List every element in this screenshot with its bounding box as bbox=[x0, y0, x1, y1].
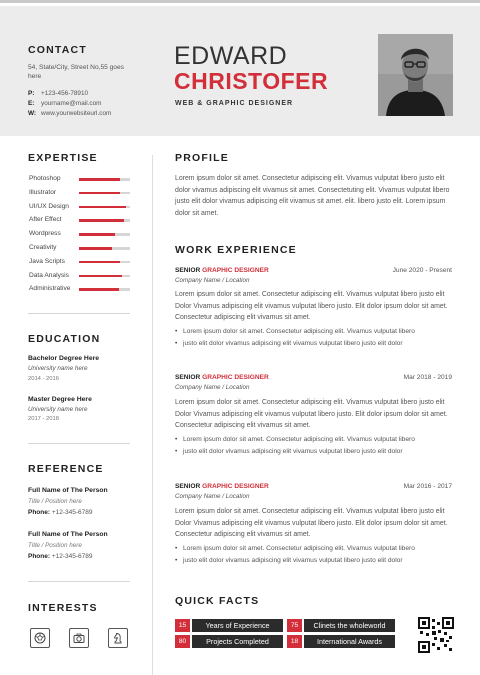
job-bullet: • Lorem ipsum dolor sit amet. Consectetur adipiscing elit. Vivamus vulputat libero bbox=[175, 436, 415, 443]
contact-address: 54, State/City, Street No,55 goes here bbox=[28, 64, 124, 80]
reference-phone bbox=[28, 509, 93, 516]
phone-label: P: bbox=[28, 90, 35, 97]
reference-name: Full Name of The Person bbox=[28, 487, 108, 494]
skill-label: After Effect bbox=[29, 216, 62, 224]
quick-fact bbox=[175, 619, 283, 632]
job-title bbox=[175, 483, 269, 490]
job-role: GRAPHIC DESIGNER bbox=[202, 483, 269, 490]
contact-web-row bbox=[28, 110, 111, 117]
skill-bar bbox=[79, 261, 130, 264]
skill-label: Data Analysis bbox=[29, 271, 69, 279]
quick-facts-heading: QUICK FACTS bbox=[175, 595, 260, 607]
skill-bar-fill bbox=[79, 288, 119, 291]
quick-fact-number: 80 bbox=[175, 635, 190, 648]
reference-name: Full Name of The Person bbox=[28, 531, 108, 538]
quick-fact-label: Years of Experience bbox=[192, 619, 283, 632]
contact-web: www.yourwebsiteurl.com bbox=[41, 110, 112, 117]
education-years: 2017 - 2018 bbox=[28, 416, 59, 422]
first-name: EDWARD bbox=[174, 42, 288, 70]
quick-fact-label: Clinets the wholeworld bbox=[304, 619, 395, 632]
work-heading: WORK EXPERIENCE bbox=[175, 244, 297, 256]
job-level: SENIOR bbox=[175, 483, 201, 490]
job-description: Lorem ipsum dolor sit amet. Consectetur adipiscing elit. Vivamus vulputat libero justo elit Dolor Vivamus adipiscing elit vivamus vulputat libero justo. Elit dolor ipsum dolor sit amet. Consectetur adipiscing elit vivamus sit amet. bbox=[175, 291, 448, 322]
skill-bar bbox=[79, 192, 130, 195]
skill-bar bbox=[79, 233, 130, 236]
skill-bar-fill bbox=[79, 275, 122, 278]
skill-label: Creativity bbox=[29, 244, 57, 251]
quick-fact bbox=[175, 635, 283, 648]
column-divider bbox=[152, 155, 153, 675]
job-company: Company Name / Location bbox=[175, 493, 250, 500]
profile-text: Lorem ipsum dolor sit amet. Consectetur adipiscing elit. Vivamus vulputat libero justo elit dolor vivamus adipiscing elit vivamus sit amet. Consectetuting elit. Vivamus vulputat libero justo elit dolor vivamus adipiscing elit vivamus sit amet. elit. libero justo elit. Lorem ipsum dolor sit amet. bbox=[175, 175, 450, 218]
job-bullet: • justo elit dolor vivamus adipiscing elit vivamus vulputat libero justo elit dolor bbox=[175, 448, 403, 455]
quick-fact-label: Projects Completed bbox=[192, 635, 283, 648]
quick-fact-number: 75 bbox=[287, 619, 302, 632]
quick-fact-number: 18 bbox=[287, 635, 302, 648]
skill-label: Photoshop bbox=[29, 175, 61, 182]
divider bbox=[28, 581, 130, 582]
contact-phone-row bbox=[28, 90, 88, 97]
expertise-heading: EXPERTISE bbox=[28, 152, 98, 164]
skill-bar bbox=[79, 206, 130, 209]
skill-label: Illustrator bbox=[29, 188, 57, 196]
skill-bar-fill bbox=[79, 178, 120, 181]
divider bbox=[28, 313, 130, 314]
job-level: SENIOR bbox=[175, 374, 201, 381]
email-label: E: bbox=[28, 100, 35, 107]
web-label: W: bbox=[28, 110, 37, 117]
reference-phone-number: +12-345-6789 bbox=[51, 509, 93, 516]
last-name: CHRISTOFER bbox=[174, 68, 329, 94]
reference-position: Title / Position here bbox=[28, 498, 82, 505]
skill-label: Administrative bbox=[29, 285, 71, 293]
interests-heading: INTERESTS bbox=[28, 602, 98, 614]
divider bbox=[28, 443, 130, 444]
skill-label: UI/UX Design bbox=[29, 202, 69, 210]
job-role: GRAPHIC DESIGNER bbox=[202, 267, 269, 274]
skill-bar bbox=[79, 178, 130, 181]
skill-bar-fill bbox=[79, 206, 126, 209]
reference-phone bbox=[28, 553, 93, 560]
portrait-image bbox=[378, 34, 453, 116]
job-company: Company Name / Location bbox=[175, 277, 250, 284]
job-level: SENIOR bbox=[175, 267, 201, 274]
contact-email: yourname@mail.com bbox=[41, 100, 102, 107]
reference-phone-label: Phone: bbox=[28, 509, 51, 516]
skill-bar bbox=[79, 275, 130, 278]
profile-photo bbox=[378, 34, 453, 116]
job-bullet: • justo elit dolor vivamus adipiscing elit vivamus vulputat libero justo elit dolor bbox=[175, 340, 403, 347]
quick-fact bbox=[287, 619, 395, 632]
skill-bar-fill bbox=[79, 247, 112, 250]
skill-bar-fill bbox=[79, 192, 120, 195]
job-company: Company Name / Location bbox=[175, 384, 250, 391]
quick-fact bbox=[287, 635, 395, 648]
reference-position: Title / Position here bbox=[28, 542, 82, 549]
job-bullet: • Lorem ipsum dolor sit amet. Consectetur adipiscing elit. Vivamus vulputat libero bbox=[175, 328, 415, 335]
contact-heading: CONTACT bbox=[28, 44, 87, 56]
contact-phone: +123-456-78910 bbox=[41, 90, 89, 97]
education-years: 2014 - 2016 bbox=[28, 376, 59, 382]
job-dates: Mar 2018 - 2019 bbox=[403, 374, 452, 381]
job-bullet: • justo elit dolor vivamus adipiscing elit vivamus vulputat libero justo elit dolor bbox=[175, 557, 403, 564]
education-degree: Bachelor Degree Here bbox=[28, 355, 100, 362]
education-degree: Master Degree Here bbox=[28, 396, 92, 403]
football-icon bbox=[30, 628, 50, 648]
quick-fact-label: International Awards bbox=[304, 635, 395, 648]
qr-code-icon bbox=[418, 617, 454, 653]
job-bullet: • Lorem ipsum dolor sit amet. Consectetur adipiscing elit. Vivamus vulputat libero bbox=[175, 545, 415, 552]
reference-heading: REFERENCE bbox=[28, 463, 104, 475]
job-title bbox=[175, 267, 269, 274]
skill-bar bbox=[79, 219, 130, 222]
skill-bar-fill bbox=[79, 219, 124, 222]
education-university: University name here bbox=[28, 406, 88, 413]
job-description: Lorem ipsum dolor sit amet. Consectetur adipiscing elit. Vivamus vulputat libero justo elit Dolor Vivamus adipiscing elit vivamus vulputat libero justo. Elit dolor ipsum dolor sit amet. Consectetur adipiscing elit vivamus sit amet. bbox=[175, 508, 448, 539]
job-dates: Mar 2016 - 2017 bbox=[403, 483, 452, 490]
education-heading: EDUCATION bbox=[28, 333, 101, 345]
skill-label: Wordpress bbox=[29, 230, 61, 238]
skill-bar bbox=[79, 247, 130, 250]
contact-email-row bbox=[28, 100, 101, 107]
camera-icon bbox=[69, 628, 89, 648]
quick-fact-number: 15 bbox=[175, 619, 190, 632]
reference-phone-label: Phone: bbox=[28, 553, 51, 560]
skill-label: Java Scripts bbox=[29, 257, 65, 265]
skill-bar-fill bbox=[79, 233, 115, 236]
chess-knight-icon bbox=[108, 628, 128, 648]
job-title bbox=[175, 374, 269, 381]
job-role: GRAPHIC DESIGNER bbox=[202, 374, 269, 381]
profile-heading: PROFILE bbox=[175, 152, 229, 164]
job-description: Lorem ipsum dolor sit amet. Consectetur adipiscing elit. Vivamus vulputat libero justo elit Dolor Vivamus adipiscing elit vivamus vulputat libero justo. Elit dolor ipsum dolor sit amet. Consectetur adipiscing elit vivamus sit amet. bbox=[175, 399, 448, 430]
job-dates: June 2020 - Present bbox=[392, 267, 452, 274]
education-university: University name here bbox=[28, 365, 88, 372]
job-role: WEB & GRAPHIC DESIGNER bbox=[175, 100, 294, 107]
skill-bar bbox=[79, 288, 130, 291]
reference-phone-number: +12-345-6789 bbox=[51, 553, 93, 560]
skill-bar-fill bbox=[79, 261, 120, 264]
